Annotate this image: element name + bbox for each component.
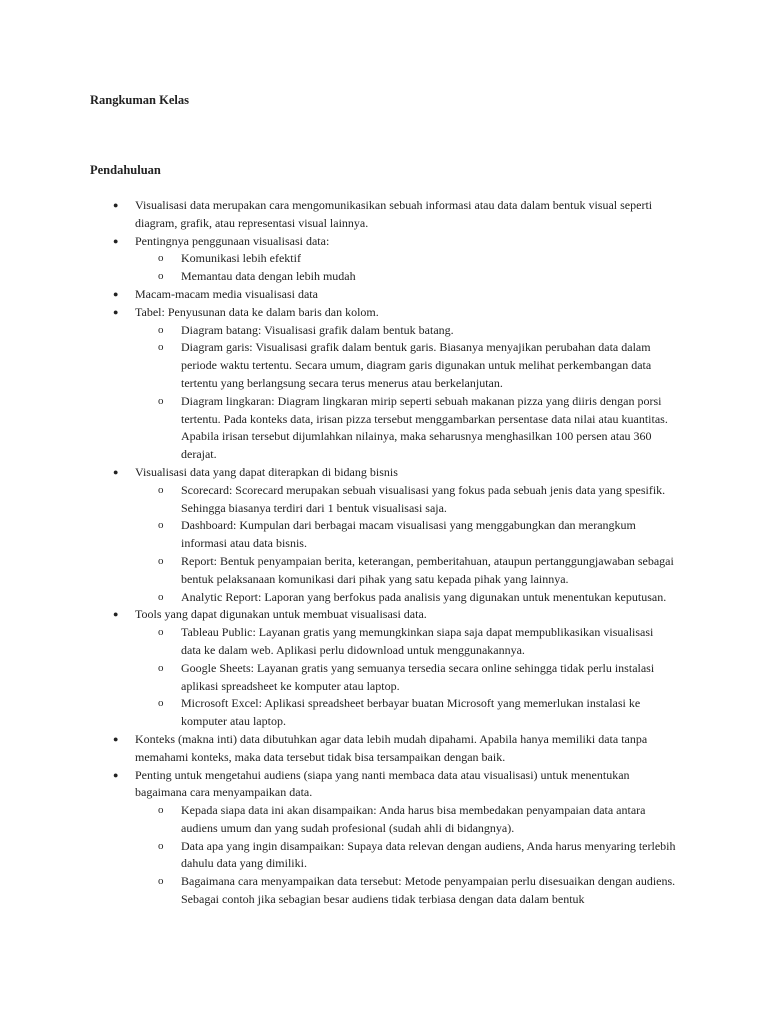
sub-list-item [0, 624, 768, 660]
section-title: Pendahuluan [90, 163, 161, 177]
sub-list-item [0, 517, 768, 553]
sub-list-item-text: Dashboard: Kumpulan dari berbagai macam visualisasi yang menggabungkan dan merangkum informasi atau data bisnis. [181, 518, 636, 551]
bullet-icon: ● [113, 466, 119, 477]
sub-list-item [0, 482, 768, 518]
sub-list-item-text: Tableau Public: Layanan gratis yang memungkinkan siapa saja dapat mempublikasikan visualisasi data ke dalam web. Aplikasi perlu didownload untuk menggunakannya. [181, 625, 654, 657]
sub-list-item [0, 802, 768, 838]
list-item [0, 464, 768, 482]
sub-list-item-text: Diagram batang: Visualisasi grafik dalam bentuk batang. [181, 322, 454, 337]
sub-list-item-text: Diagram lingkaran: Diagram lingkaran mirip seperti sebuah makanan pizza yang diiris dengan porsi tertentu. Pada konteks data, irisan pizza tersebut menggambarkan persentase data nilai atau kuantitas. Apabila irisan tersebut dijumlahkan nilainya, maka seharusnya menghasilkan 100 persen atau 360 derajat. [181, 393, 668, 462]
circle-bullet-icon: o [158, 875, 164, 888]
list-item-text: Konteks (makna inti) data dibutuhkan agar data lebih mudah dipahami. Apabila hanya memiliki data tanpa memahami konteks, maka data tersebut tidak bisa tersampaikan dengan baik. [135, 731, 648, 764]
sub-list-item [0, 268, 768, 286]
circle-bullet-icon: o [158, 697, 164, 710]
sub-list-item [0, 695, 768, 731]
bullet-icon: ● [113, 288, 119, 299]
circle-bullet-icon: o [158, 554, 164, 567]
circle-bullet-icon: o [158, 804, 164, 817]
sub-list-item [0, 553, 768, 589]
circle-bullet-icon: o [158, 590, 164, 603]
sub-list-item-text: Data apa yang ingin disampaikan: Supaya data relevan dengan audiens, Anda harus menyaring terlebih dahulu data yang dimiliki. [181, 838, 676, 871]
circle-bullet-icon: o [158, 839, 164, 852]
circle-bullet-icon: o [158, 519, 164, 532]
list-item [0, 197, 768, 233]
list-item-text: Pentingnya penggunaan visualisasi data: [135, 233, 330, 248]
circle-bullet-icon: o [158, 661, 164, 674]
sub-list-item-text: Google Sheets: Layanan gratis yang semuanya tersedia secara online sehingga tidak perlu instalasi aplikasi spreadsheet ke komputer atau laptop. [181, 660, 655, 693]
sub-list-item-text: Komunikasi lebih efektif [181, 251, 301, 266]
list-item [0, 767, 768, 803]
sub-list-item-text: Scorecard: Scorecard merupakan sebuah visualisasi yang fokus pada sebuah jenis data yang spesifik. Sehingga biasanya terdiri dari 1 bentuk visualisasi saja. [181, 482, 666, 515]
list-item [0, 304, 768, 322]
sub-list-item [0, 660, 768, 696]
circle-bullet-icon: o [158, 483, 164, 496]
list-item-text: Penting untuk mengetahui audiens (siapa yang nanti membaca data atau visualisasi) untuk menentukan bagaimana cara menyampaikan data. [135, 767, 630, 800]
circle-bullet-icon: o [158, 252, 164, 265]
sub-list-item-text: Report: Bentuk penyampaian berita, keterangan, pemberitahuan, ataupun pertanggungjawaban sebagai bentuk pelaksanaan komunikasi dari pihak yang satu kepada pihak yang lainnya. [181, 553, 674, 586]
bullet-icon: ● [113, 306, 119, 317]
list-item-text: Tabel: Penyusunan data ke dalam baris dan kolom. [135, 304, 379, 319]
sub-list-item-text: Diagram garis: Visualisasi grafik dalam bentuk garis. Biasanya menyajikan perubahan data dalam periode waktu tertentu. Secara umum, diagram garis digunakan untuk melihat perkembangan data tertentu yang berlangsung secara terus menerus atau berkelanjutan. [181, 340, 652, 390]
circle-bullet-icon: o [158, 341, 164, 354]
bullet-list [0, 197, 768, 909]
list-item-text: Tools yang dapat digunakan untuk membuat visualisasi data. [135, 607, 427, 622]
circle-bullet-icon: o [158, 270, 164, 283]
bullet-icon: ● [113, 200, 119, 210]
list-item-text: Visualisasi data yang dapat diterapkan di bidang bisnis [135, 464, 398, 479]
sub-list-item [0, 339, 768, 392]
sub-list-item [0, 250, 768, 268]
sub-list-item-text: Bagaimana cara menyampaikan data tersebut: Metode penyampaian perlu disesuaikan dengan audiens. Sebagai contoh jika sebagian besar audiens tidak terbiasa dengan data dalam bentuk [181, 874, 676, 907]
bullet-icon: ● [113, 609, 119, 620]
sub-list-item [0, 838, 768, 874]
circle-bullet-icon: o [158, 323, 164, 336]
list-item [0, 606, 768, 624]
sub-list-item-text: Microsoft Excel: Aplikasi spreadsheet berbayar buatan Microsoft yang memerlukan instalasi ke komputer atau laptop. [181, 696, 641, 729]
list-item [0, 233, 768, 251]
list-item [0, 286, 768, 304]
bullet-icon: ● [113, 235, 119, 246]
bullet-icon: ● [113, 733, 119, 744]
list-item [0, 731, 768, 767]
list-item-text: Macam-macam media visualisasi data [135, 286, 318, 301]
document-title: Rangkuman Kelas [90, 93, 189, 107]
sub-list-item-text: Memantau data dengan lebih mudah [181, 269, 356, 284]
list-item-text: Visualisasi data merupakan cara mengomunikasikan sebuah informasi atau data dalam bentuk visual seperti diagram, grafik, atau representasi visual lainnya. [135, 198, 653, 230]
bullet-icon: ● [113, 769, 119, 780]
sub-list-item-text: Kepada siapa data ini akan disampaikan: Anda harus bisa membedakan penyampaian data antara audiens umum dan yang sudah profesional (sudah ahli di bidangnya). [181, 803, 646, 835]
sub-list-item [0, 322, 768, 340]
circle-bullet-icon: o [158, 394, 164, 407]
sub-list-item [0, 393, 768, 464]
circle-bullet-icon: o [158, 626, 164, 639]
sub-list-item [0, 873, 768, 909]
sub-list-item-text: Analytic Report: Laporan yang berfokus pada analisis yang digunakan untuk menentukan keputusan. [181, 589, 667, 604]
sub-list-item [0, 589, 768, 607]
